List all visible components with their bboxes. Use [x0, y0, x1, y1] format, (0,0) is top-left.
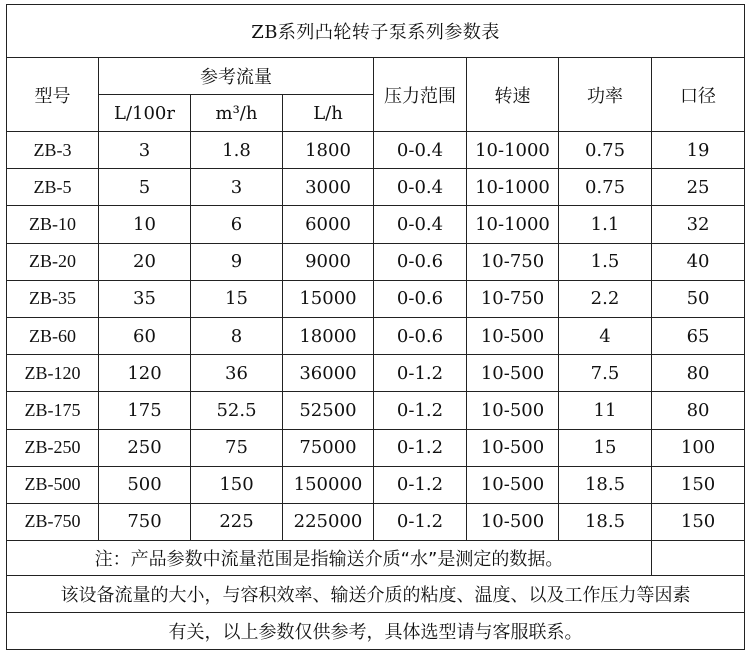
cell-power: 0.75: [559, 169, 652, 206]
cell-power: 11: [559, 392, 652, 429]
header-pressure: 压力范围: [374, 58, 467, 132]
cell-flow-lh: 36000: [283, 355, 374, 392]
cell-power: 7.5: [559, 355, 652, 392]
table-row: [7, 392, 745, 429]
cell-pressure: 0-0.4: [374, 169, 467, 206]
header-speed: 转速: [467, 58, 559, 132]
cell-speed: 10-1000: [467, 169, 559, 206]
cell-speed: 10-500: [467, 466, 559, 503]
cell-model: ZB-60: [7, 317, 99, 354]
spec-sheet: [6, 4, 744, 660]
cell-diameter: 80: [652, 392, 745, 429]
cell-model: ZB-20: [7, 243, 99, 280]
cell-diameter: 50: [652, 280, 745, 317]
note-line-1: 注：产品参数中流量范围是指输送介质“水”是测定的数据。: [7, 541, 652, 576]
cell-power: 1.1: [559, 206, 652, 243]
cell-model: ZB-500: [7, 466, 99, 503]
cell-power: 2.2: [559, 280, 652, 317]
table-row: [7, 280, 745, 317]
cell-model: ZB-3: [7, 132, 99, 169]
cell-speed: 10-750: [467, 243, 559, 280]
cell-power: 4: [559, 317, 652, 354]
table-row: [7, 355, 745, 392]
cell-flow-m3h: 6: [191, 206, 283, 243]
table-row: [7, 317, 745, 354]
cell-pressure: 0-0.6: [374, 317, 467, 354]
cell-speed: 10-500: [467, 317, 559, 354]
header-model: 型号: [7, 58, 99, 132]
header-power: 功率: [559, 58, 652, 132]
cell-flow-l100r: 175: [99, 392, 191, 429]
cell-diameter: 65: [652, 317, 745, 354]
cell-flow-lh: 225000: [283, 503, 374, 540]
cell-flow-l100r: 3: [99, 132, 191, 169]
header-diameter: 口径: [652, 58, 745, 132]
cell-flow-l100r: 10: [99, 206, 191, 243]
cell-diameter: 19: [652, 132, 745, 169]
cell-model: ZB-175: [7, 392, 99, 429]
cell-speed: 10-1000: [467, 132, 559, 169]
cell-model: ZB-750: [7, 503, 99, 540]
header-flow-lh: L/h: [283, 95, 374, 132]
cell-flow-m3h: 150: [191, 466, 283, 503]
cell-flow-lh: 75000: [283, 429, 374, 466]
cell-speed: 10-1000: [467, 206, 559, 243]
cell-pressure: 0-0.4: [374, 206, 467, 243]
cell-power: 18.5: [559, 503, 652, 540]
cell-power: 0.75: [559, 132, 652, 169]
cell-flow-l100r: 5: [99, 169, 191, 206]
cell-flow-lh: 15000: [283, 280, 374, 317]
cell-speed: 10-750: [467, 280, 559, 317]
cell-pressure: 0-0.6: [374, 280, 467, 317]
table-title: ZB系列凸轮转子泵系列参数表: [7, 5, 745, 58]
table-row: [7, 243, 745, 280]
cell-flow-m3h: 8: [191, 317, 283, 354]
cell-flow-lh: 52500: [283, 392, 374, 429]
pump-spec-table: [6, 4, 745, 650]
cell-model: ZB-120: [7, 355, 99, 392]
cell-flow-lh: 6000: [283, 206, 374, 243]
cell-diameter: 100: [652, 429, 745, 466]
cell-flow-m3h: 52.5: [191, 392, 283, 429]
note-row: [7, 541, 745, 576]
cell-flow-m3h: 75: [191, 429, 283, 466]
cell-diameter: 80: [652, 355, 745, 392]
cell-flow-lh: 1800: [283, 132, 374, 169]
cell-flow-m3h: 225: [191, 503, 283, 540]
cell-flow-l100r: 120: [99, 355, 191, 392]
cell-flow-l100r: 35: [99, 280, 191, 317]
cell-model: ZB-5: [7, 169, 99, 206]
cell-diameter: 150: [652, 466, 745, 503]
cell-diameter: 25: [652, 169, 745, 206]
note-blank-cell: [652, 541, 745, 576]
cell-diameter: 40: [652, 243, 745, 280]
cell-flow-lh: 3000: [283, 169, 374, 206]
header-flow-m3h: m³/h: [191, 95, 283, 132]
table-row: [7, 429, 745, 466]
cell-flow-l100r: 60: [99, 317, 191, 354]
cell-speed: 10-500: [467, 355, 559, 392]
table-row: [7, 206, 745, 243]
note-row: [7, 613, 745, 650]
cell-pressure: 0-1.2: [374, 392, 467, 429]
cell-diameter: 32: [652, 206, 745, 243]
cell-flow-lh: 150000: [283, 466, 374, 503]
cell-model: ZB-35: [7, 280, 99, 317]
cell-pressure: 0-0.6: [374, 243, 467, 280]
cell-flow-l100r: 500: [99, 466, 191, 503]
cell-power: 1.5: [559, 243, 652, 280]
cell-pressure: 0-1.2: [374, 466, 467, 503]
cell-flow-m3h: 36: [191, 355, 283, 392]
cell-flow-l100r: 750: [99, 503, 191, 540]
note-row: [7, 576, 745, 613]
cell-flow-m3h: 9: [191, 243, 283, 280]
cell-pressure: 0-1.2: [374, 503, 467, 540]
cell-model: ZB-10: [7, 206, 99, 243]
table-row: [7, 132, 745, 169]
header-flow-l100r: L/100r: [99, 95, 191, 132]
cell-diameter: 150: [652, 503, 745, 540]
table-row: [7, 503, 745, 540]
cell-power: 18.5: [559, 466, 652, 503]
cell-speed: 10-500: [467, 503, 559, 540]
header-row: [7, 58, 745, 95]
cell-model: ZB-250: [7, 429, 99, 466]
cell-pressure: 0-1.2: [374, 355, 467, 392]
header-flow-group: 参考流量: [99, 58, 374, 95]
table-row: [7, 169, 745, 206]
cell-speed: 10-500: [467, 392, 559, 429]
cell-flow-lh: 9000: [283, 243, 374, 280]
note-line-2: 该设备流量的大小，与容积效率、输送介质的粘度、温度、以及工作压力等因素: [7, 576, 745, 613]
cell-pressure: 0-1.2: [374, 429, 467, 466]
cell-flow-lh: 18000: [283, 317, 374, 354]
cell-power: 15: [559, 429, 652, 466]
cell-flow-l100r: 250: [99, 429, 191, 466]
note-line-3: 有关，以上参数仅供参考，具体选型请与客服联系。: [7, 613, 745, 650]
cell-pressure: 0-0.4: [374, 132, 467, 169]
cell-flow-m3h: 1.8: [191, 132, 283, 169]
cell-flow-m3h: 15: [191, 280, 283, 317]
cell-flow-l100r: 20: [99, 243, 191, 280]
cell-flow-m3h: 3: [191, 169, 283, 206]
table-row: [7, 466, 745, 503]
cell-speed: 10-500: [467, 429, 559, 466]
